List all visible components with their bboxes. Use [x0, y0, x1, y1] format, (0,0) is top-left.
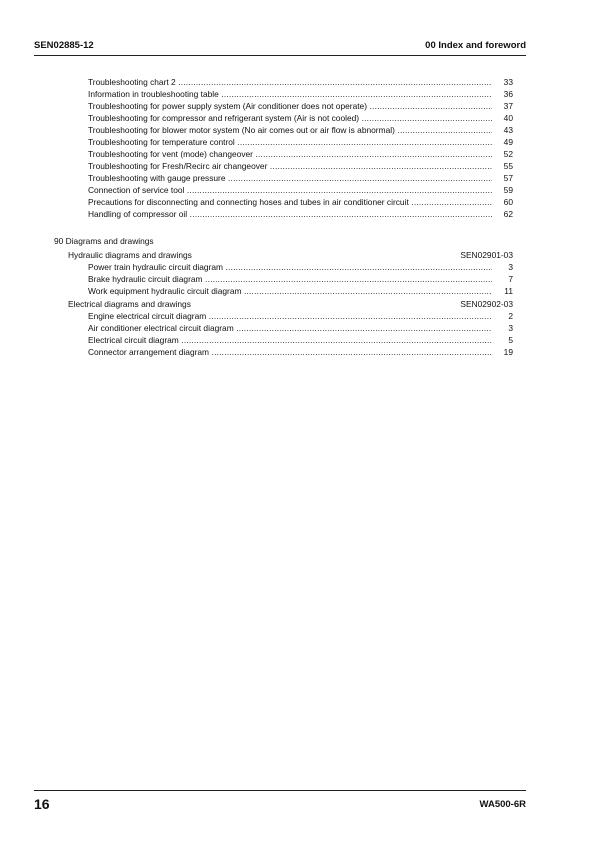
toc-entry[interactable] — [88, 273, 513, 285]
toc-entry-title: Information in troubleshooting table ..... — [88, 88, 492, 100]
document-code: SEN02885-12 — [34, 40, 94, 51]
toc-entry-page: 57 — [503, 173, 513, 183]
toc-entry[interactable] — [88, 100, 513, 112]
footer-divider — [34, 790, 526, 791]
toc-entry-title: Troubleshooting for blower motor system (No air comes out or air flow is abnormal) ..... — [88, 124, 492, 136]
subsection-electrical[interactable] — [68, 298, 513, 310]
section-heading-90[interactable]: 90 Diagrams and drawings — [54, 236, 154, 246]
toc-entry-title: Troubleshooting for power supply system (Air conditioner does not operate) ..... — [88, 100, 492, 112]
toc-entry-page: 55 — [503, 161, 513, 171]
toc-entry[interactable] — [88, 310, 513, 322]
toc-entry[interactable] — [88, 136, 513, 148]
toc-entry[interactable] — [88, 124, 513, 136]
subsection-code: SEN02902-03 — [460, 299, 513, 309]
page-footer — [34, 796, 526, 816]
toc-entry[interactable] — [88, 148, 513, 160]
toc-entry-title: Work equipment hydraulic circuit diagram ..... — [88, 285, 492, 297]
toc-entry-title: Electrical circuit diagram ..... — [88, 334, 492, 346]
toc-entry[interactable] — [88, 184, 513, 196]
toc-entry-title: Connection of service tool ..... — [88, 184, 492, 196]
toc-entry-title: Connector arrangement diagram ..... — [88, 346, 492, 358]
toc-entry-page: 2 — [508, 311, 513, 321]
subsection-hydraulic[interactable] — [68, 249, 513, 261]
subsection-title: Hydraulic diagrams and drawings — [68, 250, 192, 260]
toc-entry-page: 52 — [503, 149, 513, 159]
toc-entry-page: 40 — [503, 113, 513, 123]
toc-entry[interactable] — [88, 346, 513, 358]
toc-entry-page: 60 — [503, 197, 513, 207]
toc-entry-page: 43 — [503, 125, 513, 135]
toc-entry-title: Troubleshooting for vent (mode) changeover ..... — [88, 148, 492, 160]
toc-entry[interactable] — [88, 334, 513, 346]
subsection-title: Electrical diagrams and drawings — [68, 299, 191, 309]
toc-entry-title: Troubleshooting for temperature control ..... — [88, 136, 492, 148]
toc-entry-title: Precautions for disconnecting and connecting hoses and tubes in air conditioner circuit ..... — [88, 196, 492, 208]
toc-entry-title: Troubleshooting for compressor and refrigerant system (Air is not cooled) ..... — [88, 112, 492, 124]
toc-entry[interactable] — [88, 76, 513, 88]
section-title: 00 Index and foreword — [425, 40, 526, 51]
page-number: 16 — [34, 796, 50, 812]
toc-entry[interactable] — [88, 112, 513, 124]
toc-entry-page: 62 — [503, 209, 513, 219]
toc-entry-page: 59 — [503, 185, 513, 195]
toc-entry-page: 3 — [508, 323, 513, 333]
toc-entry-page: 49 — [503, 137, 513, 147]
toc-entry-page: 19 — [503, 347, 513, 357]
toc-entry-title: Brake hydraulic circuit diagram ..... — [88, 273, 492, 285]
header-divider — [34, 55, 526, 56]
toc-entry-page: 3 — [508, 262, 513, 272]
toc-entry[interactable] — [88, 88, 513, 100]
toc-entry-title: Air conditioner electrical circuit diagram ..... — [88, 322, 492, 334]
toc-entry-page: 33 — [503, 77, 513, 87]
toc-entry[interactable] — [88, 208, 513, 220]
toc-entry-title: Troubleshooting chart 2 ..... — [88, 76, 492, 88]
toc-entry[interactable] — [88, 285, 513, 297]
toc-entry-title: Power train hydraulic circuit diagram ..... — [88, 261, 492, 273]
toc-entry-page: 11 — [504, 286, 513, 296]
toc-entry[interactable] — [88, 322, 513, 334]
toc-entry[interactable] — [88, 261, 513, 273]
toc-entry-title: Handling of compressor oil ..... — [88, 208, 492, 220]
page-header — [34, 40, 526, 54]
toc-entry-page: 36 — [503, 89, 513, 99]
toc-entry-title: Troubleshooting for Fresh/Recirc air changeover ..... — [88, 160, 492, 172]
subsection-code: SEN02901-03 — [460, 250, 513, 260]
toc-entry[interactable] — [88, 172, 513, 184]
toc-entry-page: 7 — [508, 274, 513, 284]
toc-entry-page: 37 — [503, 101, 513, 111]
toc-entry[interactable] — [88, 160, 513, 172]
toc-entry-title: Troubleshooting with gauge pressure ..... — [88, 172, 492, 184]
toc-entry-title: Engine electrical circuit diagram ..... — [88, 310, 492, 322]
machine-model: WA500-6R — [479, 799, 526, 810]
toc-entry-page: 5 — [508, 335, 513, 345]
toc-entry[interactable] — [88, 196, 513, 208]
